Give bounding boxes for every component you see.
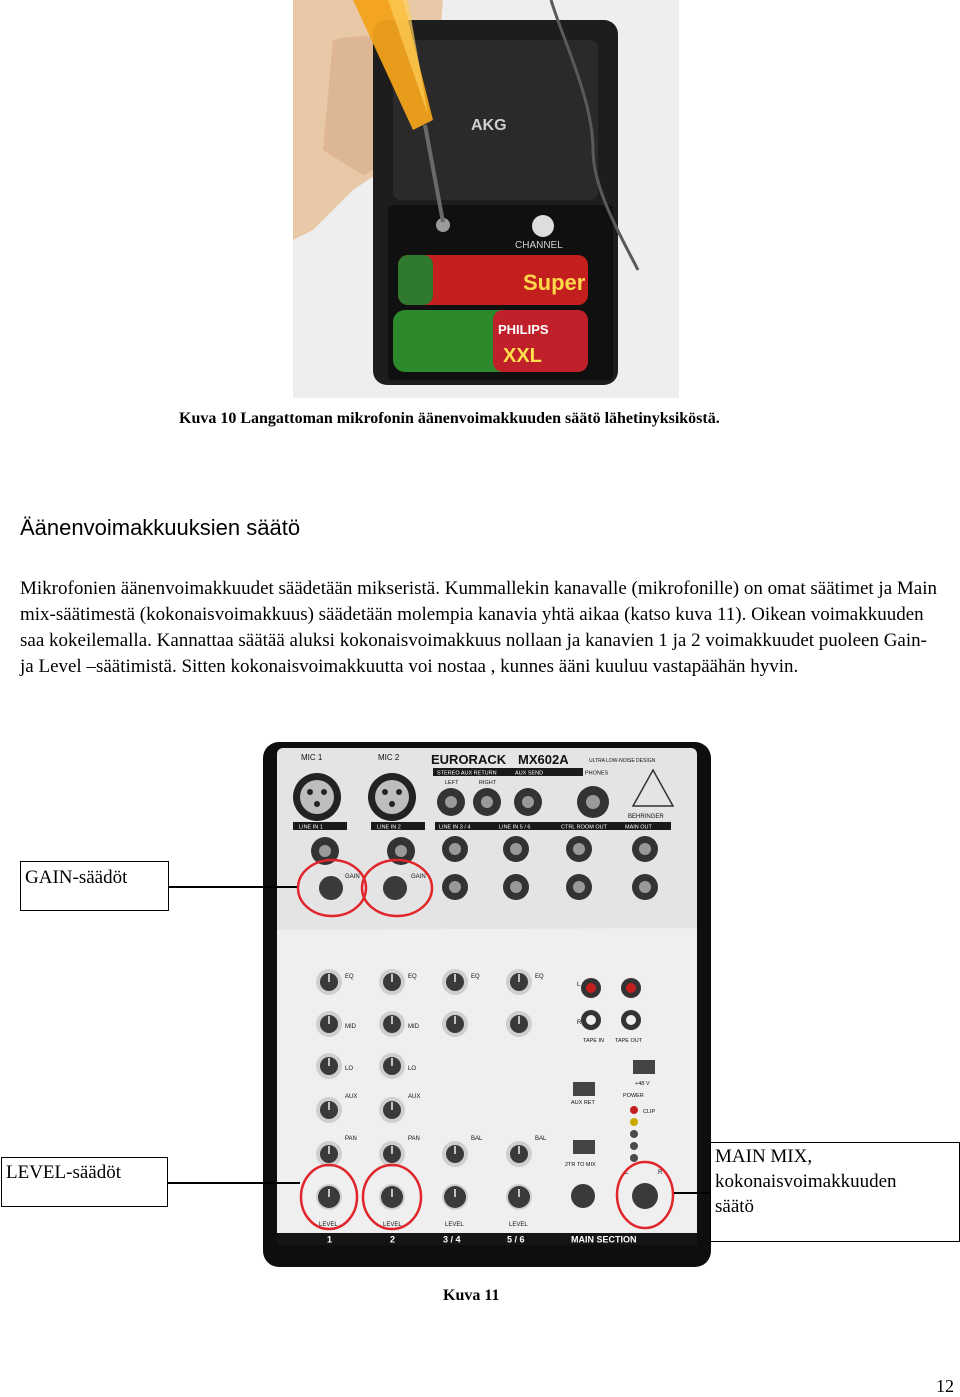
main-l-label: L — [625, 1170, 629, 1176]
section-heading: Äänenvoimakkuuksien säätö — [20, 515, 301, 540]
bal-label-ch34: BAL — [471, 1136, 483, 1142]
eq-label-ch34: EQ — [471, 974, 480, 980]
gain-callout — [20, 861, 169, 911]
gain-leader-line — [169, 886, 297, 888]
to-mix-label: 2TR TO MIX — [565, 1162, 596, 1168]
channel-number-1: 1 — [327, 1234, 333, 1245]
eq-label-ch1: EQ — [345, 974, 354, 980]
line-in-1-label: LINE IN 1 — [299, 824, 323, 831]
line-in-56-label: LINE IN 5 / 6 — [499, 824, 531, 831]
gain-knob-ch1 — [319, 876, 343, 900]
level-label-ch34: LEVEL — [445, 1222, 464, 1228]
aux-ret-label: AUX RET — [571, 1100, 595, 1106]
gain-label-ch1: GAIN — [345, 874, 360, 880]
transmitter-brand: AKG — [471, 117, 507, 134]
main-mix-callout-line3: säätö — [715, 1196, 755, 1217]
main-mix-callout — [710, 1142, 960, 1242]
mixer-brand: EURORACK — [431, 752, 507, 767]
battery-label-philips: PHILIPS — [498, 322, 549, 337]
main-r-label: R — [658, 1170, 663, 1176]
main-mix-callout-line2: kokonaisvoimakkuuden — [715, 1171, 897, 1192]
figure-10-caption: Kuva 10 Langattoman mikrofonin äänenvoimakkuuden säätö lähetinyksiköstä. — [179, 410, 720, 427]
line-in-2-label: LINE IN 2 — [377, 824, 401, 831]
gain-knob-ch2 — [383, 876, 407, 900]
phones-level-knob — [571, 1184, 595, 1208]
aux-label-ch2: AUX — [408, 1094, 421, 1100]
gain-callout-text: GAIN-säädöt — [25, 867, 128, 888]
channel-number-56: 5 / 6 — [507, 1234, 525, 1245]
ctrl-room-out-label: CTRL ROOM OUT — [561, 824, 607, 831]
channel-number-34: 3 / 4 — [443, 1234, 461, 1245]
power-label: POWER — [623, 1093, 644, 1099]
stereo-aux-return-label: STEREO AUX RETURN — [437, 770, 497, 777]
mixer-model: MX602A — [518, 752, 569, 767]
main-out-label: MAIN OUT — [625, 824, 652, 831]
main-mix-knob — [632, 1183, 658, 1209]
page-number: 12 — [936, 1376, 954, 1396]
level-callout — [1, 1157, 168, 1207]
mid-label-ch1: MID — [345, 1024, 356, 1030]
mic2-label: MIC 2 — [378, 753, 400, 762]
level-callout-text: LEVEL-säädöt — [6, 1162, 122, 1183]
bal-label-ch56: BAL — [535, 1136, 547, 1142]
eq-label-ch56: EQ — [535, 974, 544, 980]
channel-selector — [532, 215, 554, 237]
level-leader-line — [168, 1182, 300, 1184]
phantom-label: +48 V — [635, 1081, 650, 1087]
channel-number-2: 2 — [390, 1234, 396, 1245]
tape-out-label: TAPE OUT — [615, 1038, 643, 1044]
maker-label: BEHRINGER — [628, 814, 664, 820]
pan-label-ch1: PAN — [345, 1136, 357, 1142]
main-mix-leader-line — [674, 1192, 710, 1194]
gain-label-ch2: GAIN — [411, 874, 426, 880]
clip-label: CLIP — [643, 1109, 656, 1115]
eq-label-ch2: EQ — [408, 974, 417, 980]
channel-label: CHANNEL — [515, 240, 563, 251]
mid-label-ch2: MID — [408, 1024, 419, 1030]
level-label-ch2: LEVEL — [383, 1222, 402, 1228]
aux-send-label: AUX SEND — [515, 770, 544, 777]
phones-label: PHONES — [585, 770, 609, 777]
mic1-label: MIC 1 — [301, 753, 323, 762]
pan-label-ch2: PAN — [408, 1136, 420, 1142]
lo-label-ch2: LO — [408, 1066, 417, 1072]
figure-11-caption: Kuva 11 — [443, 1287, 500, 1304]
tape-l-label: L — [577, 982, 581, 988]
line-in-34-label: LINE IN 3 / 4 — [439, 824, 471, 831]
level-label-ch1: LEVEL — [319, 1222, 338, 1228]
tape-r-label: R — [577, 1020, 582, 1026]
left-label: LEFT — [445, 780, 459, 786]
aux-label-ch1: AUX — [345, 1094, 358, 1100]
right-label: RIGHT — [479, 780, 497, 786]
transmitter-photo — [293, 0, 679, 398]
body-paragraph: Mikrofonien äänenvoimakkuudet säädetään mikseristä. Kummallekin kanavalle (mikrofonille) on omat säätimet ja Main mix-säätimestä (kokonaisvoimakkuus) säädetään molempia kanavia yhtä aikaa (katso kuva 11). Oikean voimakkuuden saa kokeilemalla. Kannattaa säätää aluksi kokonaisvoimakkuus nollaan ja kanavien 1 ja 2 voimakkuudet puoleen Gain- ja Level –säätimistä. Sitten kokonaisvoimakkuutta voi nostaa , kunnes ääni kuuluu vastapäähän hyvin. — [20, 578, 938, 677]
lo-label-ch1: LO — [345, 1066, 354, 1072]
main-mix-callout-line1: MAIN MIX, — [715, 1146, 813, 1167]
level-label-ch56: LEVEL — [509, 1222, 528, 1228]
mixer-photo — [253, 730, 721, 1275]
tape-in-label: TAPE IN — [583, 1038, 604, 1044]
main-section-label: MAIN SECTION — [571, 1234, 637, 1245]
mixer-tagline: ULTRA LOW-NOISE DESIGN — [589, 758, 656, 764]
battery-label-xxl: XXL — [503, 345, 542, 367]
battery-label-super: Super — [523, 270, 586, 295]
